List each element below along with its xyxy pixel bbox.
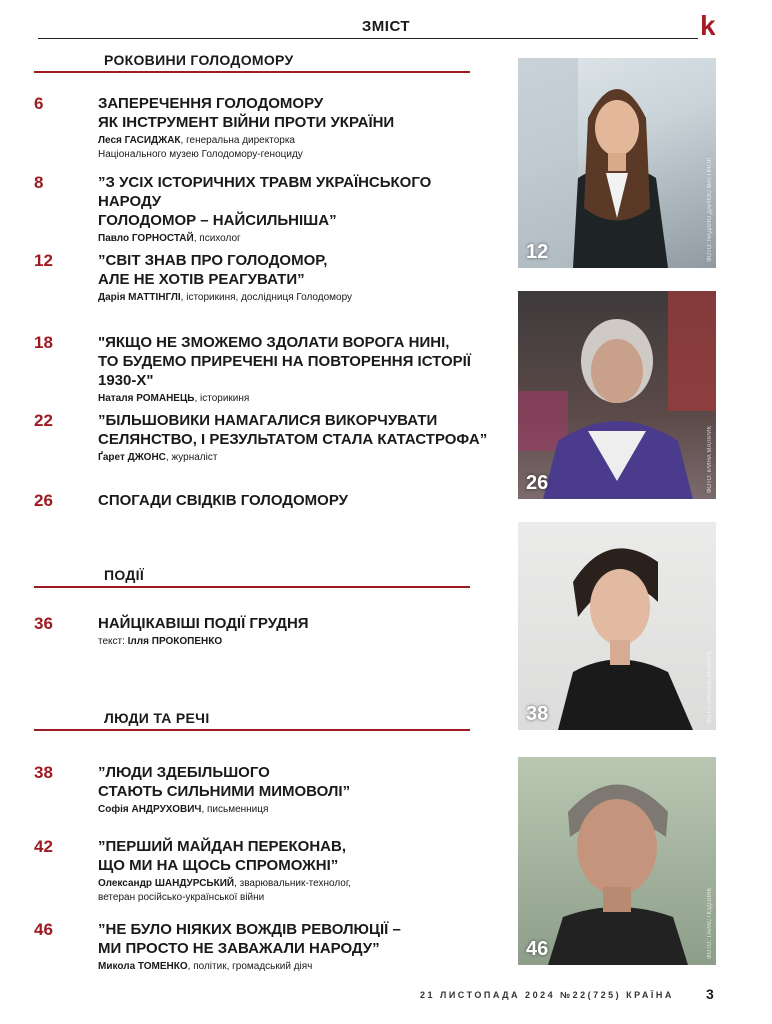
page-title: ЗМІСТ bbox=[361, 18, 411, 35]
entry-title-line: СТАЮТЬ СИЛЬНИМИ МИМОВОЛІ” bbox=[98, 783, 351, 800]
portrait-photo bbox=[518, 757, 716, 965]
section-divider bbox=[34, 586, 470, 588]
entry-title-line: ЩО МИ НА ЩОСЬ СПРОМОЖНІ” bbox=[98, 857, 339, 874]
author-name: Наталя РОМАНЕЦЬ bbox=[98, 393, 195, 404]
entry-title-line: АЛЕ НЕ ХОТІВ РЕАГУВАТИ” bbox=[98, 271, 305, 288]
section-divider bbox=[34, 729, 470, 731]
entry-page-number: 42 bbox=[34, 837, 53, 856]
entry-author bbox=[98, 232, 498, 246]
portrait-photo bbox=[518, 58, 716, 268]
entry-page-number: 6 bbox=[34, 94, 44, 113]
entry-author bbox=[98, 635, 498, 649]
entry-title-line: ”ЛЮДИ ЗДЕБІЛЬШОГО bbox=[98, 764, 270, 781]
section-divider bbox=[34, 71, 470, 73]
section-label-people: ЛЮДИ ТА РЕЧІ bbox=[104, 710, 210, 726]
portrait-photo bbox=[518, 522, 716, 730]
photo-page-number: 12 bbox=[526, 241, 549, 263]
entry-title-line: СПОГАДИ СВІДКІВ ГОЛОДОМОРУ bbox=[98, 492, 348, 509]
author-name: Павло ГОРНОСТАЙ bbox=[98, 233, 194, 244]
entry-title-line: ГОЛОДОМОР – НАЙСИЛЬНІША” bbox=[98, 212, 337, 229]
entry-author bbox=[98, 960, 498, 974]
author-name: Микола ТОМЕНКО bbox=[98, 961, 188, 972]
entry-page-number: 18 bbox=[34, 333, 53, 352]
entry-page-number: 36 bbox=[34, 614, 53, 633]
magazine-logo: k bbox=[700, 10, 716, 41]
entry-title-line: ”З УСІХ ІСТОРИЧНИХ ТРАВМ УКРАЇНСЬКОГО НАРОДУ bbox=[98, 174, 432, 210]
header-divider bbox=[38, 38, 698, 39]
portrait-photo bbox=[518, 291, 716, 499]
entry-title-line: ЯК ІНСТРУМЕНТ ВІЙНИ ПРОТИ УКРАЇНИ bbox=[98, 114, 395, 131]
entry-title-line: СЕЛЯНСТВО, І РЕЗУЛЬТАТОМ СТАЛА КАТАСТРОФА” bbox=[98, 431, 488, 448]
portrait-illustration bbox=[518, 291, 716, 499]
entry-title-line: ”БІЛЬШОВИКИ НАМАГАЛИСЯ ВИКОРЧУВАТИ bbox=[98, 412, 438, 429]
photo-credit: ФОТО: НАДАНО ДАРІЄЮ МАТТІНГЛІ bbox=[707, 157, 713, 262]
entry-author bbox=[98, 291, 498, 305]
author-prefix: текст: bbox=[98, 636, 128, 647]
author-name: Ґарет ДЖОНС bbox=[98, 452, 166, 463]
author-role: , історикиня, дослідниця Голодомору bbox=[180, 292, 353, 303]
author-role: , психолог bbox=[193, 233, 241, 244]
entry-title-line: ”НЕ БУЛО НІЯКИХ ВОЖДІВ РЕВОЛЮЦІЇ – bbox=[98, 921, 401, 938]
entry-title-line: ТО БУДЕМО ПРИРЕЧЕНІ НА ПОВТОРЕННЯ ІСТОРІЇ 1930-Х" bbox=[98, 353, 471, 389]
author-name: Дарія МАТТІНГЛІ bbox=[98, 292, 181, 303]
entry-page-number: 46 bbox=[34, 920, 53, 939]
photo-credit: ФОТО: ВАСИЛЬ КРАВЧУК bbox=[707, 651, 713, 724]
entry-page-number: 8 bbox=[34, 173, 44, 192]
entry-page-number: 12 bbox=[34, 251, 53, 270]
portrait-illustration bbox=[518, 757, 716, 965]
author-role: , письменниця bbox=[201, 804, 269, 815]
author-role: , політик, громадський діяч bbox=[187, 961, 313, 972]
author-role: , генеральна директорка bbox=[180, 135, 295, 146]
entry-title-line: НАЙЦІКАВІШІ ПОДІЇ ГРУДНЯ bbox=[98, 615, 309, 632]
author-name: Олександр ШАНДУРСЬКИЙ bbox=[98, 878, 235, 889]
photo-credit: ФОТО: ІРИНА МАЛІРИК bbox=[707, 425, 713, 493]
entry-author bbox=[98, 877, 498, 905]
author-name: Леся ГАСИДЖАК bbox=[98, 135, 181, 146]
author-name: Софія АНДРУХОВИЧ bbox=[98, 804, 202, 815]
author-role: , зварювальник-технолог, bbox=[234, 878, 352, 889]
entry-author bbox=[98, 392, 498, 406]
entry-page-number: 38 bbox=[34, 763, 53, 782]
author-role: , історикиня bbox=[194, 393, 250, 404]
portrait-illustration bbox=[518, 522, 716, 730]
entry-author bbox=[98, 803, 498, 817]
entry-page-number: 26 bbox=[34, 491, 53, 510]
entry-author bbox=[98, 134, 498, 162]
author-role-line2: Національного музею Голодомору-геноциду bbox=[98, 149, 303, 160]
portrait-illustration bbox=[518, 58, 716, 268]
photo-page-number: 26 bbox=[526, 472, 549, 494]
section-label-holodomor: РОКОВИНИ ГОЛОДОМОРУ bbox=[104, 52, 294, 68]
author-role: , журналіст bbox=[165, 452, 218, 463]
page-number: 3 bbox=[706, 986, 714, 1002]
section-label-events: ПОДІЇ bbox=[104, 567, 144, 583]
photo-page-number: 38 bbox=[526, 703, 549, 725]
entry-author bbox=[98, 451, 498, 465]
issue-info: 21 ЛИСТОПАДА 2024 №22(725) КРАЇНА bbox=[420, 990, 674, 1000]
entry-page-number: 22 bbox=[34, 411, 53, 430]
entry-title-line: ЗАПЕРЕЧЕННЯ ГОЛОДОМОРУ bbox=[98, 95, 324, 112]
author-name: Ілля ПРОКОПЕНКО bbox=[127, 636, 223, 647]
entry-title-line: ”ПЕРШИЙ МАЙДАН ПЕРЕКОНАВ, bbox=[98, 838, 347, 855]
photo-credit: ФОТО: ТАРАС ПОДОЛЯК bbox=[707, 888, 713, 959]
entry-title-line: "ЯКЩО НЕ ЗМОЖЕМО ЗДОЛАТИ ВОРОГА НИНІ, bbox=[98, 334, 450, 351]
entry-title-line: ”СВІТ ЗНАВ ПРО ГОЛОДОМОР, bbox=[98, 252, 328, 269]
photo-page-number: 46 bbox=[526, 938, 549, 960]
author-role-line2: ветеран російсько-української війни bbox=[98, 892, 265, 903]
entry-title-line: МИ ПРОСТО НЕ ЗАВАЖАЛИ НАРОДУ” bbox=[98, 940, 380, 957]
